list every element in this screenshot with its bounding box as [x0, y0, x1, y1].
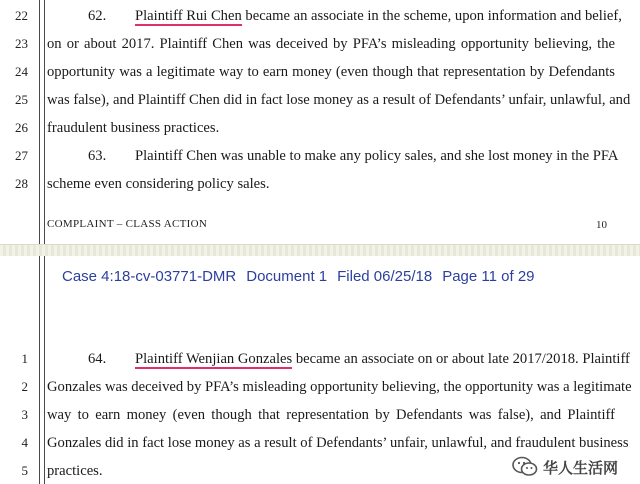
text-line: scheme even considering policy sales.	[47, 176, 270, 192]
document-page-bottom	[0, 256, 640, 484]
underlined-name: Plaintiff Rui Chen	[135, 8, 242, 24]
page-footer-title: COMPLAINT – CLASS ACTION	[47, 218, 208, 230]
line-number: 27	[15, 148, 28, 163]
text-line: was false), and Plaintiff Chen did in fact lose money as a result of Defendants’ unfair, unlawful, and	[47, 92, 631, 108]
line-text: Plaintiff Chen was unable to make any policy sales, and she lost money in the PFA	[135, 148, 619, 164]
text-line: practices.	[47, 463, 103, 479]
line-number-gutter	[39, 256, 45, 484]
line-number: 5	[21, 463, 28, 478]
line-number: 26	[15, 120, 28, 135]
paragraph-number: 64.	[88, 351, 107, 367]
case-caption-header	[62, 268, 545, 285]
paragraph-number: 62.	[88, 8, 107, 24]
text-line: opportunity was a legitimate way to earn money (even though that representation by Defendants	[47, 64, 615, 80]
text-line: on or about 2017. Plaintiff Chen was deceived by PFA’s misleading opportunity believing, the	[47, 36, 615, 52]
underlined-name: Plaintiff Wenjian Gonzales	[135, 351, 293, 367]
line-text: became an associate in the scheme, upon information and belief,	[241, 8, 622, 24]
text-line: way to earn money (even though that representation by Defendants was false), and Plaintiff	[47, 407, 615, 423]
text-line: Gonzales was deceived by PFA’s misleading opportunity believing, the opportunity was a legitimate	[47, 379, 632, 395]
wechat-icon	[512, 456, 538, 478]
paragraph-number: 63.	[88, 148, 107, 164]
line-number-gutter	[39, 0, 45, 244]
text-line	[47, 3, 622, 29]
document-number: Document 1	[246, 268, 328, 285]
line-number: 23	[15, 36, 28, 51]
line-number: 2	[21, 379, 28, 394]
page-footer-number: 10	[596, 219, 607, 231]
line-number: 4	[21, 435, 28, 450]
page-count: Page 11 of 29	[442, 268, 535, 285]
watermark-text: 华人生活网	[543, 458, 619, 477]
line-number: 25	[15, 92, 28, 107]
text-line: fraudulent business practices.	[47, 120, 220, 136]
line-number: 22	[15, 8, 28, 23]
line-number: 3	[21, 407, 28, 422]
filed-date: Filed 06/25/18	[337, 268, 433, 285]
text-line	[47, 346, 630, 372]
case-number: Case 4:18-cv-03771-DMR	[62, 268, 237, 285]
line-number: 24	[15, 64, 28, 79]
text-line: Gonzales did in fact lose money as a result of Defendants’ unfair, unlawful, and fraudulent business	[47, 435, 629, 451]
text-line	[47, 143, 619, 169]
line-text: became an associate on or about late 2017/2018. Plaintiff	[292, 351, 630, 367]
source-watermark	[512, 454, 622, 480]
line-number: 28	[15, 176, 28, 191]
line-number: 1	[21, 351, 28, 366]
